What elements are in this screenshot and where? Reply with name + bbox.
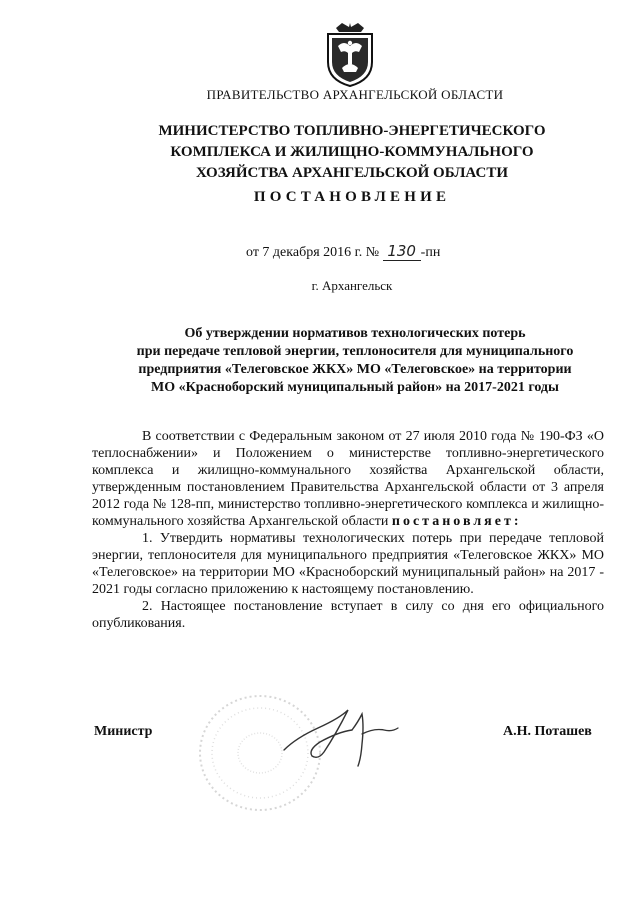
- subject-line: МО «Красноборский муниципальный район» на 2017-2021 годы: [151, 380, 559, 395]
- subject-line: Об утверждении нормативов технологических потерь: [184, 326, 526, 341]
- coat-of-arms-icon: [322, 22, 378, 88]
- number-suffix: -пн: [420, 245, 441, 260]
- signatory-name: А.Н. Поташев: [503, 724, 592, 739]
- signatory-position: Министр: [94, 724, 153, 739]
- city: г. Архангельск: [311, 278, 393, 293]
- date-prefix: от 7 декабря 2016 г. №: [246, 245, 380, 260]
- resolves-keyword: постановляет:: [391, 514, 522, 529]
- handwritten-signature: [278, 700, 403, 770]
- date-line: [246, 242, 440, 261]
- subject-line: предприятия «Телеговское ЖКХ» МО «Телеговское» на территории: [138, 362, 572, 377]
- document-body: [92, 428, 604, 632]
- ministry-line: МИНИСТЕРСТВО ТОПЛИВНО-ЭНЕРГЕТИЧЕСКОГО: [158, 123, 546, 139]
- document-subject: [100, 325, 610, 397]
- clause-2: 2. Настоящее постановление вступает в силу со дня его официального опубликования.: [92, 599, 604, 631]
- ministry-line: ХОЗЯЙСТВА АРХАНГЕЛЬСКОЙ ОБЛАСТИ: [195, 165, 509, 181]
- subject-line: при передаче тепловой энергии, теплоносителя для муниципального: [136, 344, 574, 359]
- preamble-text: В соответствии с Федеральным законом от 27 июля 2010 года № 190-ФЗ «О теплоснабжении» и Положением о министерстве топливно-энергетического комплекса и жилищно-коммунального хозяйства Архангельской области, утвержденным постановлением Правительства Архангельской области от 3 апреля 2012 года № 128-пп, министерство топливно-энергетического комплекса и жилищно-коммунального хозяйства Архангельской области: [92, 429, 604, 529]
- document-type: ПОСТАНОВЛЕНИЕ: [253, 189, 451, 205]
- ministry-line: КОМПЛЕКСА И ЖИЛИЩНО-КОММУНАЛЬНОГО: [170, 144, 534, 160]
- ministry-name: [0, 121, 640, 184]
- preamble-paragraph: [92, 428, 604, 530]
- document-number: 130: [383, 242, 421, 261]
- clause-1: 1. Утвердить нормативы технологических потерь при передаче тепловой энергии, теплоносителя для муниципального предприятия «Телеговское ЖКХ» МО «Телеговское» на территории МО «Красноборский муниципальный район» на 2017 - 2021 годы согласно приложению к настоящему постановлению.: [92, 531, 604, 597]
- government-name: ПРАВИТЕЛЬСТВО АРХАНГЕЛЬСКОЙ ОБЛАСТИ: [206, 87, 504, 102]
